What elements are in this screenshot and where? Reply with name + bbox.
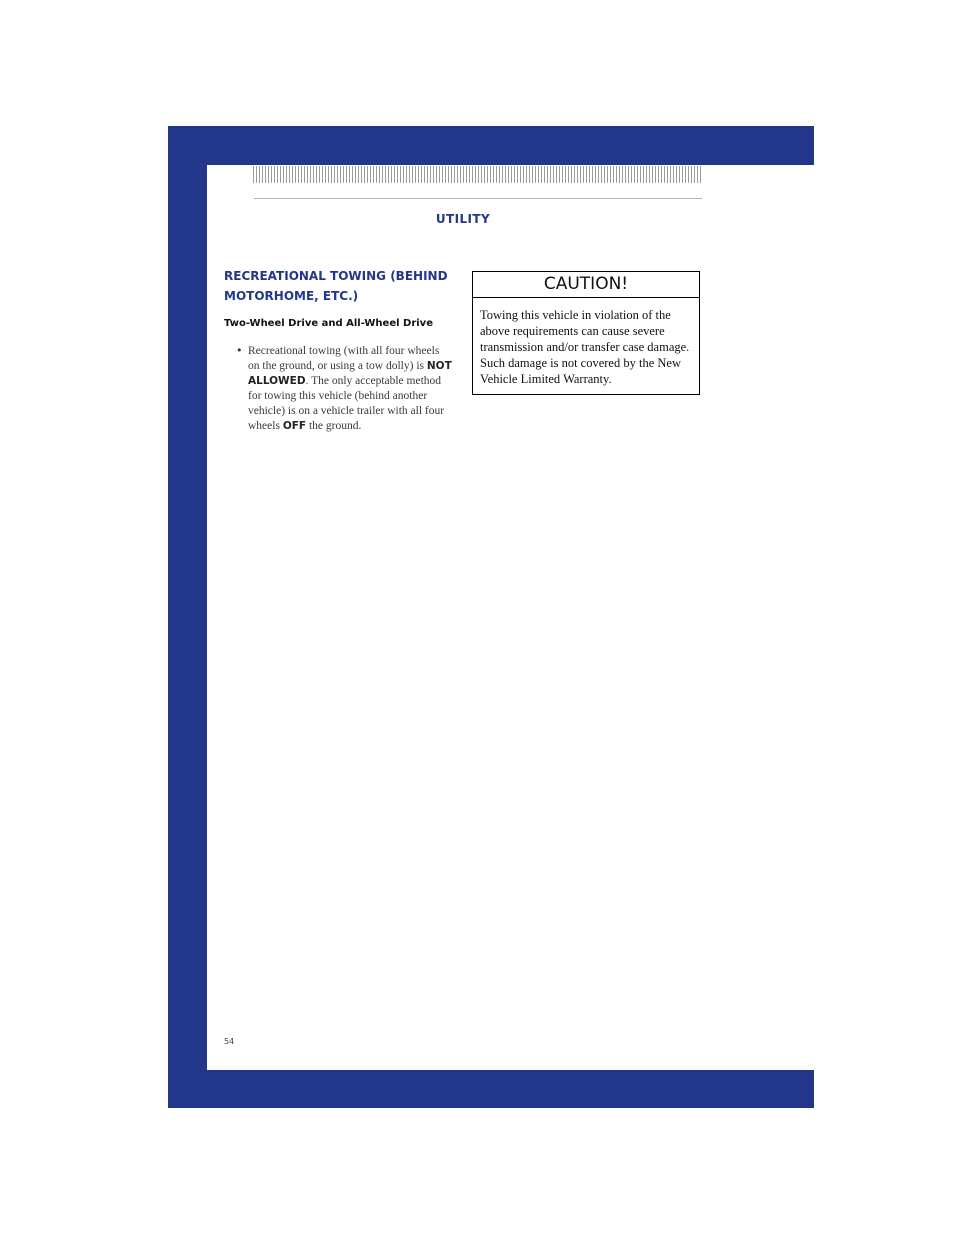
article-subheading: Two-Wheel Drive and All-Wheel Drive xyxy=(224,318,433,329)
bullet-emphasis-off: OFF xyxy=(282,420,307,432)
bullet-paragraph xyxy=(248,344,453,434)
caution-title: CAUTION! xyxy=(473,272,699,298)
bullet-text-part-1: Recreational towing (with all four wheels on the ground, or using a tow dolly) is xyxy=(248,345,440,372)
caution-box xyxy=(472,271,700,395)
page-number: 54 xyxy=(224,1037,235,1046)
section-title: UTILITY xyxy=(435,212,491,226)
header-divider xyxy=(254,198,702,199)
bullet-marker: • xyxy=(236,344,243,357)
article-heading: RECREATIONAL TOWING (BEHIND MOTORHOME, ETC.) xyxy=(224,269,448,303)
bullet-text-part-2: . The only acceptable method for towing this vehicle (behind another vehicle) is on a vehicle trailer with all four wheels xyxy=(248,375,445,432)
bullet-text-part-3: the ground. xyxy=(306,420,362,432)
bullet-emphasis-not-allowed: NOT ALLOWED xyxy=(248,360,452,387)
caution-body: Towing this vehicle in violation of the above requirements can cause severe transmission and/or transfer case damage. Such damage is not covered by the New Vehicle Limited Warranty. xyxy=(480,308,690,386)
header-tick-ruler xyxy=(253,166,703,183)
